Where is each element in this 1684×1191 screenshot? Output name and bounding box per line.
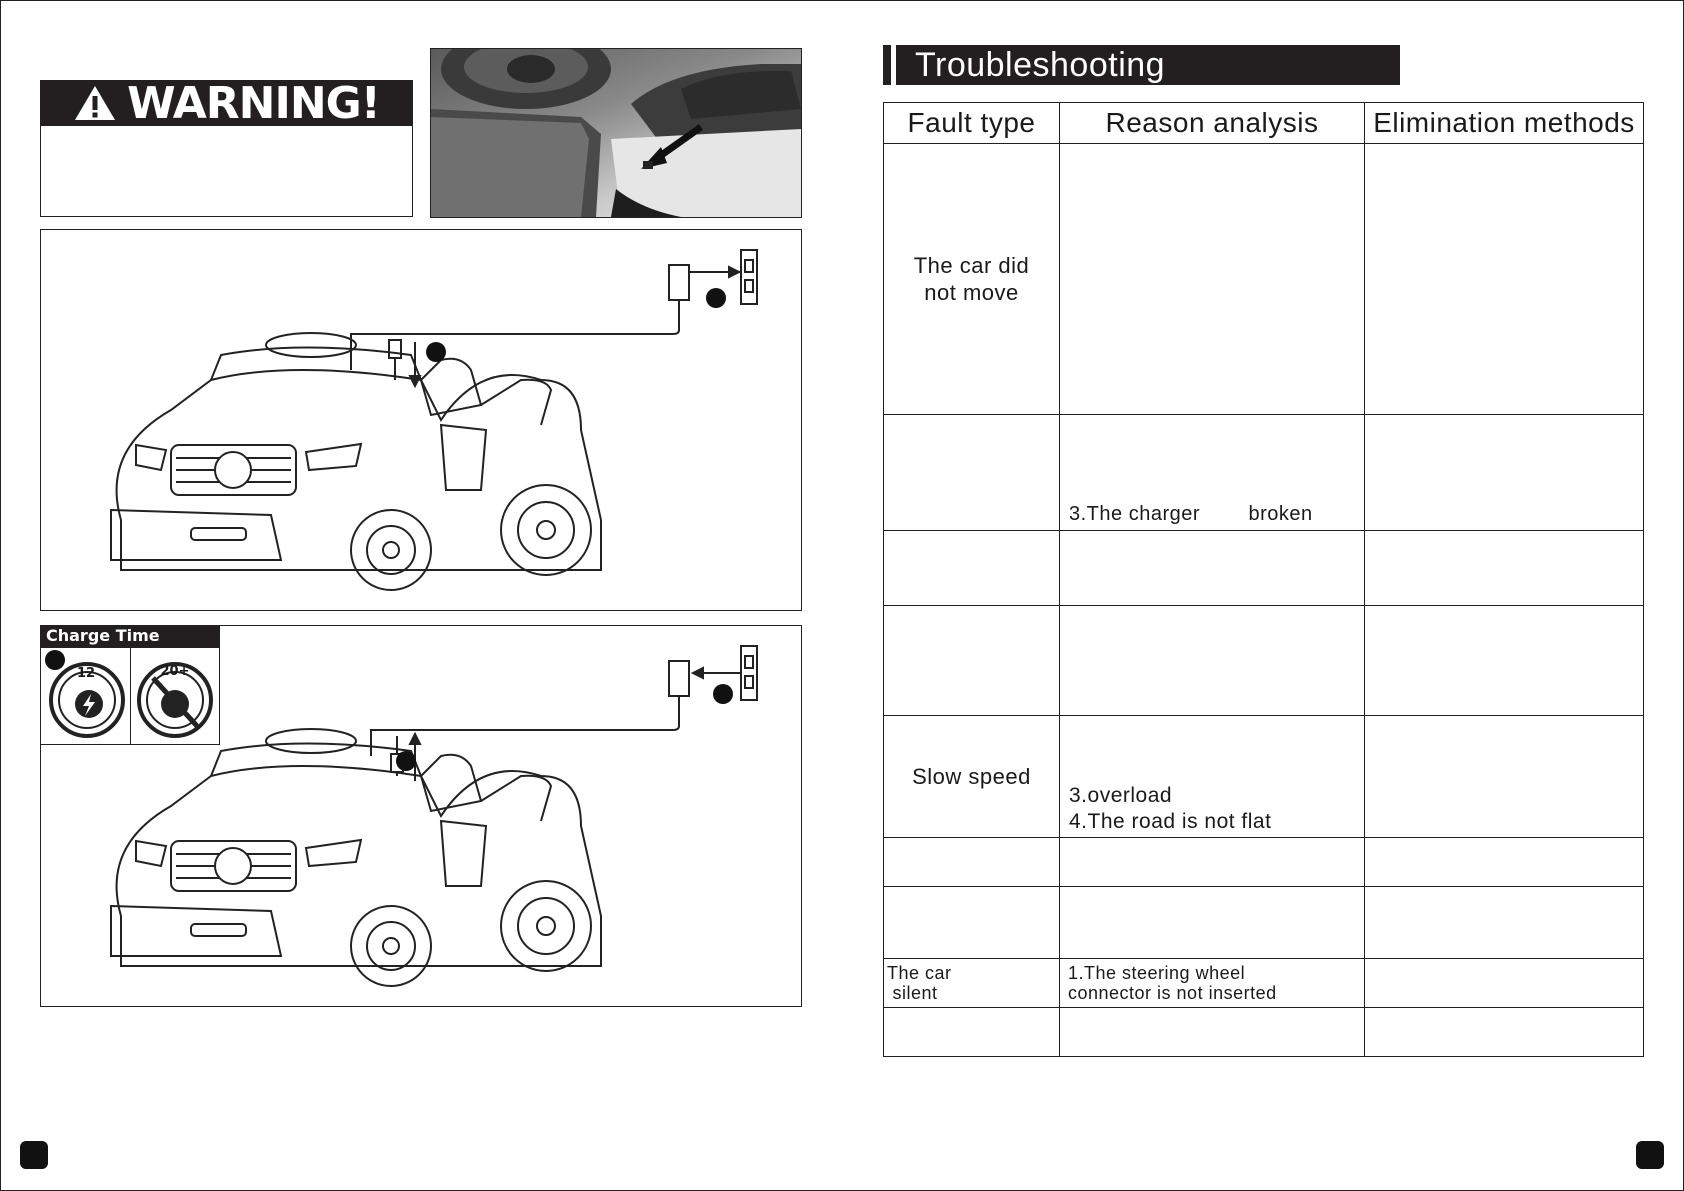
reason-cell [1060, 959, 1365, 1008]
method-cell [1365, 415, 1644, 531]
fault-cell [884, 606, 1060, 716]
table-row [884, 415, 1644, 531]
table-row [884, 144, 1644, 415]
fault-cell [884, 959, 1060, 1008]
table-row [884, 838, 1644, 887]
step-marker [396, 751, 416, 771]
charge-time-icons [40, 647, 220, 745]
troubleshooting-table [883, 102, 1644, 1057]
table-row [884, 531, 1644, 606]
charging-port-photo [430, 48, 802, 218]
reason-cell [1060, 887, 1365, 959]
method-cell [1365, 887, 1644, 959]
reason-cell [1060, 531, 1365, 606]
step-marker [713, 684, 733, 704]
table-row [884, 959, 1644, 1008]
reason-cell [1060, 606, 1365, 716]
reason-text: 3.The charger broken [1069, 503, 1313, 525]
method-cell [1365, 959, 1644, 1008]
charge-hours-max: 20+ [160, 664, 190, 679]
reason-cell [1060, 1008, 1365, 1057]
table-row [884, 716, 1644, 838]
method-cell [1365, 531, 1644, 606]
method-cell [1365, 144, 1644, 415]
reason-text: 3.overload 4.The road is not flat [1069, 784, 1272, 833]
warning-triangle-icon [73, 84, 117, 122]
fault-text: The car silent [887, 963, 952, 1003]
reason-cell [1060, 716, 1365, 838]
fault-cell [884, 531, 1060, 606]
step-marker [426, 342, 446, 362]
method-cell [1365, 838, 1644, 887]
fault-cell [884, 415, 1060, 531]
charging-diagram-connect [40, 229, 802, 611]
reason-text: 1.The steering wheel connector is not inserted [1068, 963, 1277, 1003]
table-row [884, 1008, 1644, 1057]
warning-text-box [40, 126, 413, 217]
fault-text: Slow speed [912, 764, 1031, 789]
fault-cell [884, 838, 1060, 887]
table-header-row [884, 103, 1644, 144]
table-row [884, 606, 1644, 716]
header-reason-analysis: Reason analysis [1060, 103, 1365, 144]
warning-header [40, 77, 413, 129]
charge-hours-required: 12 [77, 666, 96, 681]
reason-cell [1060, 415, 1365, 531]
table-row [884, 887, 1644, 959]
reason-cell [1060, 144, 1365, 415]
fault-cell [884, 144, 1060, 415]
reason-cell [1060, 838, 1365, 887]
header-elimination-methods: Elimination methods [1365, 103, 1644, 144]
method-cell [1365, 606, 1644, 716]
fault-cell [884, 1008, 1060, 1057]
charge-hours-cell [41, 648, 131, 744]
charge-max-cell [131, 648, 220, 744]
fault-cell [884, 887, 1060, 959]
fault-cell [884, 716, 1060, 838]
troubleshooting-title: Troubleshooting [883, 45, 1400, 85]
header-fault-type: Fault type [884, 103, 1060, 144]
fault-text: The car did not move [913, 253, 1030, 305]
charge-time-label: Charge Time [40, 625, 220, 647]
warning-title: WARNING! [127, 77, 380, 129]
step-marker [706, 288, 726, 308]
method-cell [1365, 716, 1644, 838]
page-number-marker-left [20, 1141, 48, 1169]
method-cell [1365, 1008, 1644, 1057]
page-number-marker-right [1636, 1141, 1664, 1169]
